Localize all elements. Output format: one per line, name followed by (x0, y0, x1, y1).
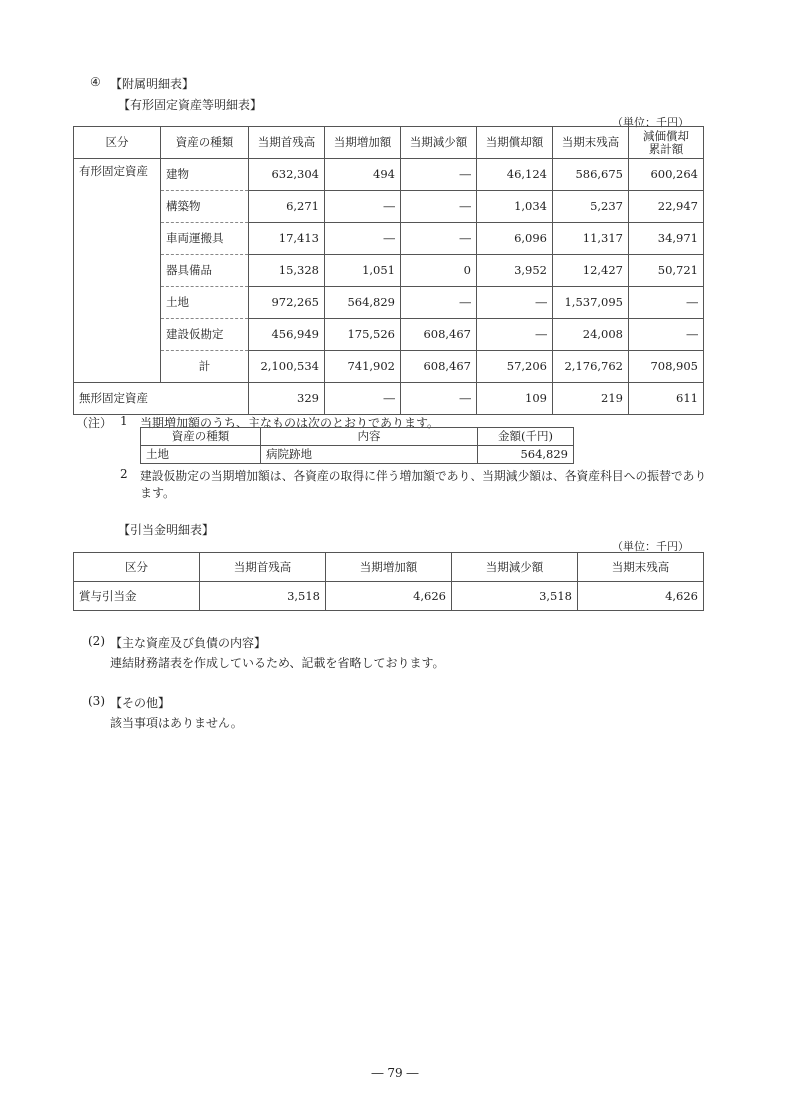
header-asset-type: 資産の種類 (161, 127, 249, 159)
cell-end: 5,237 (553, 191, 629, 223)
allowance-table (73, 552, 704, 611)
cell-increase: ― (325, 223, 401, 255)
note1-number: 1 (120, 414, 128, 428)
total-decrease: 608,467 (401, 351, 477, 383)
table-row (74, 582, 704, 611)
cell-increase: 564,829 (325, 287, 401, 319)
cell-depreciation: ― (477, 287, 553, 319)
total-accumulated: 708,905 (629, 351, 704, 383)
note2-number: 2 (120, 467, 128, 481)
total-depreciation: 57,206 (477, 351, 553, 383)
allowance-title: 【引当金明細表】 (118, 523, 215, 537)
cell-accumulated: 611 (629, 383, 704, 415)
cell-depreciation: ― (477, 319, 553, 351)
header-accumulated (629, 127, 704, 159)
fixed-assets-table (73, 126, 704, 415)
total-increase: 741,902 (325, 351, 401, 383)
cell-accumulated: 600,264 (629, 159, 704, 191)
tangible-category: 有形固定資産 (74, 159, 161, 383)
table-row (74, 159, 704, 191)
cell-decrease: ― (401, 383, 477, 415)
allowance-header-increase: 当期増加額 (326, 553, 452, 582)
table-title: 【有形固定資産等明細表】 (118, 98, 263, 112)
header-depreciation: 当期償却額 (477, 127, 553, 159)
cell-begin: 6,271 (249, 191, 325, 223)
cell-increase: 175,526 (325, 319, 401, 351)
header-end: 当期末残高 (553, 127, 629, 159)
header-accumulated-line1: 減価償却 (643, 128, 689, 143)
table-row (141, 446, 574, 464)
cell-decrease: ― (401, 159, 477, 191)
note-header-content: 内容 (261, 428, 478, 446)
cell-decrease: ― (401, 191, 477, 223)
cell-begin: 972,265 (249, 287, 325, 319)
cell-increase: 1,051 (325, 255, 401, 287)
cell-end: 24,008 (553, 319, 629, 351)
header-decrease: 当期減少額 (401, 127, 477, 159)
cell-end: 586,675 (553, 159, 629, 191)
allowance-begin: 3,518 (200, 582, 326, 611)
page-number: ― 79 ― (371, 1066, 419, 1080)
intangible-row (74, 383, 704, 415)
cell-decrease: ― (401, 223, 477, 255)
section3-number: (3) (88, 694, 105, 708)
total-label: 計 (161, 351, 249, 383)
total-begin: 2,100,534 (249, 351, 325, 383)
allowance-label: 賞与引当金 (74, 582, 200, 611)
note-header-kind: 資産の種類 (141, 428, 261, 446)
notes-prefix: （注） (76, 416, 113, 430)
table-row (74, 287, 704, 319)
cell-increase: ― (325, 383, 401, 415)
header-category: 区分 (74, 127, 161, 159)
cell-begin: 456,949 (249, 319, 325, 351)
cell-depreciation: 6,096 (477, 223, 553, 255)
section2-title: 【主な資産及び負債の内容】 (110, 636, 267, 650)
unit-label: （単位：千円） (612, 116, 689, 129)
note-detail-table (140, 427, 574, 464)
note-header-amount: 金額(千円) (478, 428, 574, 446)
cell-begin: 15,328 (249, 255, 325, 287)
cell-depreciation: 46,124 (477, 159, 553, 191)
cell-decrease: 0 (401, 255, 477, 287)
allowance-decrease: 3,518 (452, 582, 578, 611)
cell-accumulated: 22,947 (629, 191, 704, 223)
allowance-unit: （単位：千円） (612, 540, 689, 553)
allowance-increase: 4,626 (326, 582, 452, 611)
section-title: 【附属明細表】 (110, 77, 195, 91)
cell-depreciation: 109 (477, 383, 553, 415)
cell-depreciation: 1,034 (477, 191, 553, 223)
allowance-header-begin: 当期首残高 (200, 553, 326, 582)
note-cell-content: 病院跡地 (261, 446, 478, 464)
note-cell-amount: 564,829 (478, 446, 574, 464)
cell-increase: ― (325, 191, 401, 223)
table-row (74, 255, 704, 287)
asset-kind: 建設仮勘定 (161, 319, 249, 351)
allowance-end: 4,626 (578, 582, 704, 611)
asset-kind: 車両運搬具 (161, 223, 249, 255)
asset-kind: 土地 (161, 287, 249, 319)
table-row (74, 191, 704, 223)
note2-line1: 建設仮勘定の当期増加額は、各資産の取得に伴う増加額であり、当期減少額は、各資産科目への振替であり (140, 469, 707, 483)
header-begin: 当期首残高 (249, 127, 325, 159)
section3-title: 【その他】 (110, 696, 171, 710)
section2-number: (2) (88, 634, 105, 648)
asset-kind: 建物 (161, 159, 249, 191)
section2-body: 連結財務諸表を作成しているため、記載を省略しております。 (110, 656, 445, 670)
note1-text: 当期増加額のうち、主なものは次のとおりであります。 (140, 416, 440, 430)
intangible-label: 無形固定資産 (74, 383, 249, 415)
cell-end: 219 (553, 383, 629, 415)
allowance-header-row (74, 553, 704, 582)
cell-accumulated: ― (629, 287, 704, 319)
allowance-header-category: 区分 (74, 553, 200, 582)
cell-depreciation: 3,952 (477, 255, 553, 287)
header-row (74, 127, 704, 159)
asset-kind: 構築物 (161, 191, 249, 223)
cell-end: 1,537,095 (553, 287, 629, 319)
cell-increase: 494 (325, 159, 401, 191)
cell-end: 11,317 (553, 223, 629, 255)
table-row (74, 223, 704, 255)
table-row (74, 319, 704, 351)
section-number: ④ (90, 75, 101, 89)
cell-accumulated: 34,971 (629, 223, 704, 255)
cell-decrease: 608,467 (401, 319, 477, 351)
cell-accumulated: ― (629, 319, 704, 351)
note-cell-kind: 土地 (141, 446, 261, 464)
note2-line2: ます。 (140, 486, 176, 500)
total-row (74, 351, 704, 383)
allowance-header-decrease: 当期減少額 (452, 553, 578, 582)
header-increase: 当期増加額 (325, 127, 401, 159)
section3-body: 該当事項はありません。 (110, 716, 243, 730)
allowance-header-end: 当期末残高 (578, 553, 704, 582)
cell-begin: 17,413 (249, 223, 325, 255)
cell-accumulated: 50,721 (629, 255, 704, 287)
note-header-row (141, 428, 574, 446)
cell-begin: 632,304 (249, 159, 325, 191)
cell-begin: 329 (249, 383, 325, 415)
cell-end: 12,427 (553, 255, 629, 287)
cell-decrease: ― (401, 287, 477, 319)
asset-kind: 器具備品 (161, 255, 249, 287)
total-end: 2,176,762 (553, 351, 629, 383)
header-accumulated-line2: 累計額 (648, 141, 684, 156)
